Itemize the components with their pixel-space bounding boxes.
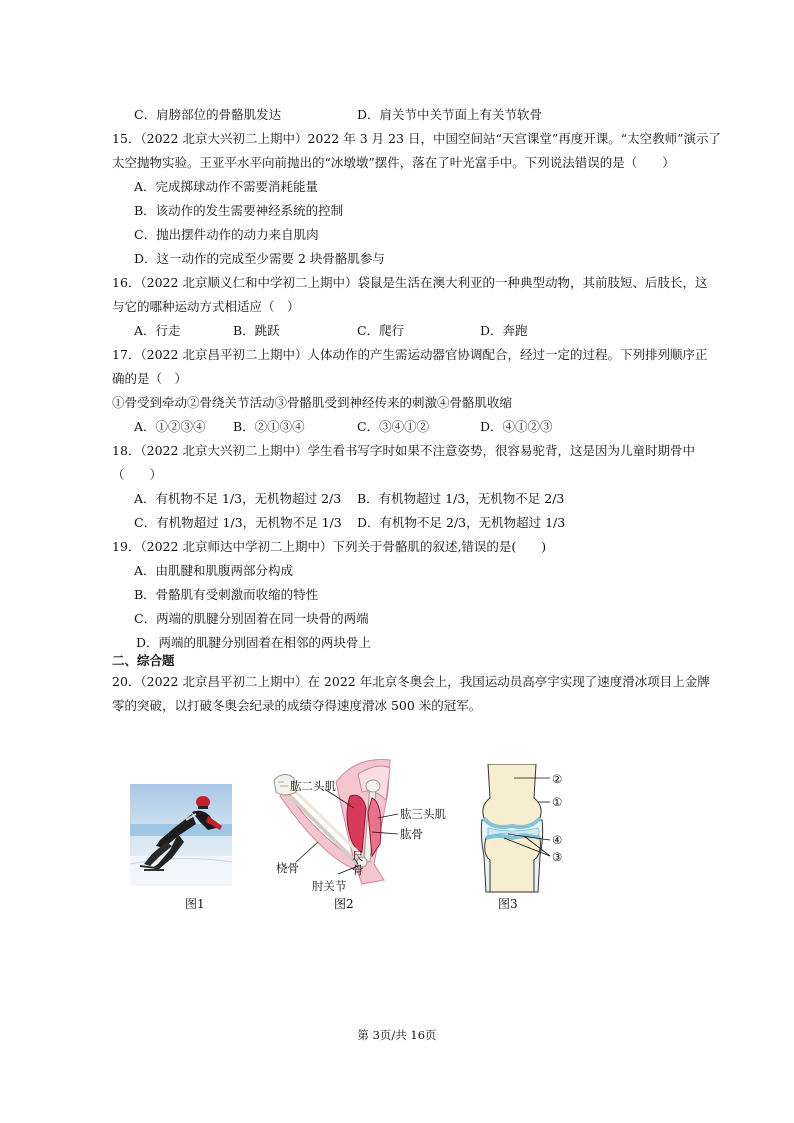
q19-option-b: B．骨骼肌有受刺激而收缩的特性 [134,587,319,602]
label-humerus: 肱骨 [400,827,423,841]
q17-option-c: C．③④①② [357,419,430,434]
q17-option-b: B．②①③④ [233,419,305,434]
q19-option-d: D．两端的肌腱分别固着在相邻的两块骨上 [136,635,372,650]
figure2-arm-muscle-diagram [266,752,456,894]
q17-stem-line1: 17．（2022 北京昌平初二上期中）人体动作的产生需运动器官协调配合，经过一定的过程。下列排列顺序正 [112,347,708,362]
figure1-speed-skater-photo [130,784,232,886]
q17-stem-line2: 确的是（ ） [112,371,188,386]
q17-option-d: D．④①②③ [480,419,553,434]
q17-stem-line3: ①骨受到牵动②骨绕关节活动③骨骼肌受到神经传来的刺激④骨骼肌收缩 [112,395,513,410]
q16-stem-line1: 16．（2022 北京顺义仁和中学初二上期中）袋鼠是生活在澳大利亚的一种典型动物，其前肢短、后肢长，这 [112,275,708,290]
speed-skater-image [130,784,232,886]
q16-option-a: A．行走 [134,323,181,338]
q15-option-c: C．抛出摆件动作的动力来自肌肉 [134,227,319,242]
q15-option-a: A．完成掷球动作不需要消耗能量 [134,179,319,194]
figure3-joint-diagram [474,764,574,894]
label-radius: 桡骨 [276,861,299,875]
q19-stem-line1: 19．（2022 北京师达中学初二上期中）下列关于骨骼肌的叙述,错误的是( ) [112,539,547,554]
q18-stem-line1: 18．（2022 北京大兴初二上期中）学生看书写字时如果不注意姿势，很容易驼背，这是因为儿童时期骨中 [112,443,695,458]
figure3-caption: 图3 [498,897,518,911]
figure1-caption: 图1 [185,897,205,911]
q19-option-c: C．两端的肌腱分别固着在同一块骨的两端 [134,611,369,626]
page-number-footer: 第 3页/共 16页 [357,1028,437,1042]
label-ulna-2: 骨 [352,863,364,877]
q14-option-c: C．肩膀部位的骨骼肌发达 [134,107,282,122]
figure2-caption: 图2 [334,897,354,911]
q18-stem-line2: （ ） [112,467,163,482]
q20-stem-line2: 零的突破，以打破冬奥会纪录的成绩夺得速度滑冰 500 米的冠军。 [112,698,482,713]
q16-option-c: C．爬行 [357,323,405,338]
label-triceps: 肱三头肌 [400,807,446,821]
label-part-1: ① [552,795,563,809]
q18-option-b: B．有机物超过 1/3，无机物不足 2/3 [357,491,565,506]
section-title-comprehensive: 二、综合题 [112,653,175,668]
q15-stem-line1: 15．（2022 北京大兴初二上期中）2022 年 3 月 23 日，中国空间站“天宫课堂”再度开课。“太空教师”演示了 [112,131,722,146]
label-ulna-1: 尺 [352,849,364,863]
arm-muscle-illustration [266,752,456,894]
label-part-3: ③ [552,850,563,864]
q16-stem-line2: 与它的哪种运动方式相适应（ ） [112,299,300,314]
q15-option-d: D．这一动作的完成至少需要 2 块骨骼肌参与 [134,251,385,266]
q14-option-d: D．肩关节中关节面上有关节软骨 [357,107,543,122]
label-biceps: 肱二头肌 [290,779,336,793]
q18-option-d: D．有机物不足 2/3，无机物超过 1/3 [357,515,566,530]
q16-option-d: D．奔跑 [480,323,528,338]
q20-stem-line1: 20．（2022 北京昌平初二上期中）在 2022 年北京冬奥会上，我国运动员高亭宇实现了速度滑冰项目上金牌 [112,674,710,689]
q19-option-a: A．由肌腱和肌腹两部分构成 [134,563,294,578]
joint-structure-illustration [474,764,574,894]
label-part-2: ② [552,772,563,786]
label-part-4: ④ [552,833,563,847]
q18-option-c: C．有机物超过 1/3，无机物不足 1/3 [134,515,342,530]
q16-option-b: B．跳跃 [233,323,280,338]
q15-option-b: B．该动作的发生需要神经系统的控制 [134,203,344,218]
q17-option-a: A．①②③④ [134,419,206,434]
q18-option-a: A．有机物不足 1/3，无机物超过 2/3 [134,491,342,506]
label-elbow-joint: 肘关节 [312,879,347,893]
q15-stem-line2: 太空抛物实验。王亚平水平向前抛出的“冰墩墩”摆件，落在了叶光富手中。下列说法错误的是（ ） [112,155,675,170]
